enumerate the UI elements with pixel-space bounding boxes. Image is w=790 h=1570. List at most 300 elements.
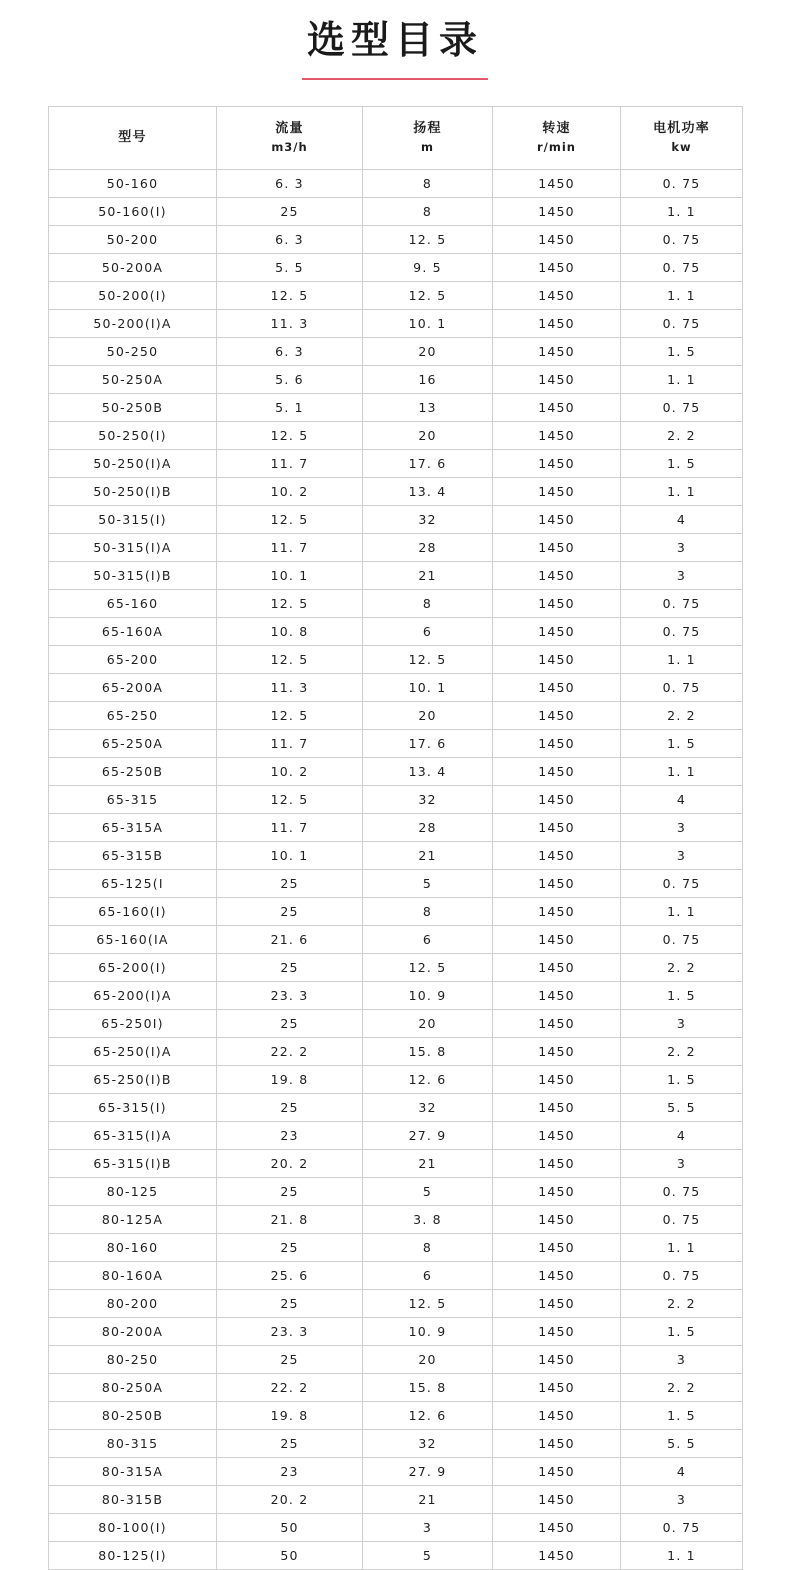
cell-model: 65-315(I)B	[49, 1149, 217, 1177]
cell-model: 50-250(I)B	[49, 477, 217, 505]
cell-speed: 1450	[493, 197, 621, 225]
table-row	[49, 533, 743, 561]
cell-speed: 1450	[493, 1457, 621, 1485]
cell-speed: 1450	[493, 1037, 621, 1065]
cell-power: 0. 75	[621, 1261, 743, 1289]
cell-flow: 12. 5	[217, 281, 363, 309]
cell-head: 12. 5	[363, 953, 493, 981]
cell-model: 50-250B	[49, 393, 217, 421]
cell-speed: 1450	[493, 925, 621, 953]
cell-model: 50-315(I)B	[49, 561, 217, 589]
cell-power: 1. 1	[621, 365, 743, 393]
cell-speed: 1450	[493, 1065, 621, 1093]
cell-model: 80-125	[49, 1177, 217, 1205]
cell-power: 1. 1	[621, 645, 743, 673]
cell-flow: 25. 6	[217, 1261, 363, 1289]
cell-model: 65-250	[49, 701, 217, 729]
cell-flow: 12. 5	[217, 505, 363, 533]
cell-flow: 11. 7	[217, 533, 363, 561]
cell-flow: 6. 3	[217, 337, 363, 365]
cell-power: 3	[621, 533, 743, 561]
table-row	[49, 673, 743, 701]
cell-flow: 22. 2	[217, 1373, 363, 1401]
table-row	[49, 1009, 743, 1037]
cell-head: 6	[363, 617, 493, 645]
cell-flow: 25	[217, 1289, 363, 1317]
table-row	[49, 449, 743, 477]
cell-power: 2. 2	[621, 421, 743, 449]
cell-model: 50-200	[49, 225, 217, 253]
cell-model: 80-125(I)	[49, 1541, 217, 1569]
cell-head: 27. 9	[363, 1121, 493, 1149]
cell-head: 3. 8	[363, 1205, 493, 1233]
column-header-speed-label: 转速	[542, 120, 571, 136]
table-row	[49, 309, 743, 337]
cell-model: 80-160A	[49, 1261, 217, 1289]
cell-model: 65-160(I)	[49, 897, 217, 925]
cell-head: 5	[363, 1541, 493, 1569]
cell-speed: 1450	[493, 281, 621, 309]
cell-flow: 19. 8	[217, 1401, 363, 1429]
cell-power: 1. 5	[621, 449, 743, 477]
cell-head: 12. 6	[363, 1401, 493, 1429]
table-row	[49, 1093, 743, 1121]
cell-power: 1. 1	[621, 757, 743, 785]
cell-flow: 10. 1	[217, 841, 363, 869]
cell-head: 6	[363, 925, 493, 953]
cell-flow: 23	[217, 1457, 363, 1485]
cell-model: 65-315	[49, 785, 217, 813]
cell-flow: 23. 3	[217, 981, 363, 1009]
cell-power: 3	[621, 841, 743, 869]
table-row	[49, 1429, 743, 1457]
table-row	[49, 393, 743, 421]
cell-head: 21	[363, 561, 493, 589]
cell-head: 20	[363, 1009, 493, 1037]
cell-model: 50-250(I)A	[49, 449, 217, 477]
cell-flow: 11. 3	[217, 309, 363, 337]
cell-head: 20	[363, 337, 493, 365]
cell-speed: 1450	[493, 505, 621, 533]
cell-head: 12. 5	[363, 281, 493, 309]
cell-speed: 1450	[493, 617, 621, 645]
cell-power: 3	[621, 1345, 743, 1373]
cell-flow: 25	[217, 197, 363, 225]
cell-power: 2. 2	[621, 1037, 743, 1065]
cell-power: 2. 2	[621, 701, 743, 729]
cell-speed: 1450	[493, 897, 621, 925]
cell-head: 21	[363, 1149, 493, 1177]
table-row	[49, 953, 743, 981]
table-row	[49, 1513, 743, 1541]
table-row	[49, 841, 743, 869]
cell-flow: 12. 5	[217, 645, 363, 673]
cell-power: 1. 1	[621, 281, 743, 309]
cell-head: 15. 8	[363, 1037, 493, 1065]
cell-model: 80-315	[49, 1429, 217, 1457]
cell-power: 3	[621, 561, 743, 589]
table-row	[49, 1289, 743, 1317]
cell-speed: 1450	[493, 1009, 621, 1037]
table-row	[49, 337, 743, 365]
cell-speed: 1450	[493, 785, 621, 813]
cell-head: 28	[363, 533, 493, 561]
cell-flow: 12. 5	[217, 589, 363, 617]
cell-power: 1. 1	[621, 897, 743, 925]
cell-head: 32	[363, 1093, 493, 1121]
table-row	[49, 785, 743, 813]
cell-head: 20	[363, 421, 493, 449]
cell-model: 50-250(I)	[49, 421, 217, 449]
cell-head: 32	[363, 785, 493, 813]
cell-model: 65-160A	[49, 617, 217, 645]
cell-model: 50-250A	[49, 365, 217, 393]
cell-flow: 25	[217, 1009, 363, 1037]
cell-speed: 1450	[493, 1317, 621, 1345]
cell-head: 5	[363, 1177, 493, 1205]
cell-power: 3	[621, 1009, 743, 1037]
cell-power: 1. 5	[621, 729, 743, 757]
cell-model: 65-315B	[49, 841, 217, 869]
cell-speed: 1450	[493, 1373, 621, 1401]
cell-flow: 10. 1	[217, 561, 363, 589]
table-row	[49, 197, 743, 225]
cell-power: 0. 75	[621, 589, 743, 617]
cell-power: 1. 1	[621, 1541, 743, 1569]
cell-power: 0. 75	[621, 617, 743, 645]
cell-flow: 6. 3	[217, 169, 363, 197]
cell-head: 15. 8	[363, 1373, 493, 1401]
cell-speed: 1450	[493, 337, 621, 365]
cell-flow: 25	[217, 1233, 363, 1261]
cell-model: 65-315(I)A	[49, 1121, 217, 1149]
table-row	[49, 253, 743, 281]
cell-flow: 5. 5	[217, 253, 363, 281]
cell-power: 0. 75	[621, 169, 743, 197]
cell-head: 27. 9	[363, 1457, 493, 1485]
cell-head: 21	[363, 841, 493, 869]
cell-model: 65-125(I	[49, 869, 217, 897]
cell-flow: 11. 7	[217, 813, 363, 841]
cell-speed: 1450	[493, 813, 621, 841]
cell-head: 10. 1	[363, 673, 493, 701]
cell-model: 80-160	[49, 1233, 217, 1261]
table-row	[49, 1065, 743, 1093]
cell-model: 50-160	[49, 169, 217, 197]
cell-head: 6	[363, 1261, 493, 1289]
table-row	[49, 225, 743, 253]
cell-head: 8	[363, 897, 493, 925]
cell-head: 16	[363, 365, 493, 393]
cell-power: 1. 5	[621, 337, 743, 365]
table-row	[49, 981, 743, 1009]
cell-head: 17. 6	[363, 729, 493, 757]
cell-flow: 25	[217, 1093, 363, 1121]
cell-head: 10. 1	[363, 309, 493, 337]
cell-model: 80-200	[49, 1289, 217, 1317]
cell-power: 4	[621, 1457, 743, 1485]
cell-speed: 1450	[493, 1541, 621, 1569]
cell-power: 4	[621, 785, 743, 813]
cell-power: 4	[621, 505, 743, 533]
cell-model: 50-250	[49, 337, 217, 365]
cell-model: 80-250A	[49, 1373, 217, 1401]
cell-power: 2. 2	[621, 1289, 743, 1317]
cell-speed: 1450	[493, 449, 621, 477]
cell-model: 50-200(I)A	[49, 309, 217, 337]
table-row	[49, 1317, 743, 1345]
cell-speed: 1450	[493, 421, 621, 449]
table-row	[49, 477, 743, 505]
cell-flow: 5. 1	[217, 393, 363, 421]
table-row	[49, 1205, 743, 1233]
table-row	[49, 169, 743, 197]
cell-head: 9. 5	[363, 253, 493, 281]
cell-flow: 11. 3	[217, 673, 363, 701]
cell-speed: 1450	[493, 1205, 621, 1233]
cell-power: 0. 75	[621, 253, 743, 281]
table-row	[49, 1485, 743, 1513]
cell-speed: 1450	[493, 1401, 621, 1429]
column-header-flow-unit: m3/h	[271, 139, 308, 154]
cell-flow: 25	[217, 1429, 363, 1457]
cell-model: 50-200(I)	[49, 281, 217, 309]
cell-model: 65-250A	[49, 729, 217, 757]
cell-power: 2. 2	[621, 953, 743, 981]
table-row	[49, 1233, 743, 1261]
title-block	[0, 0, 790, 80]
cell-speed: 1450	[493, 981, 621, 1009]
cell-power: 0. 75	[621, 869, 743, 897]
cell-speed: 1450	[493, 1485, 621, 1513]
table-row	[49, 589, 743, 617]
table-row	[49, 1261, 743, 1289]
cell-model: 65-160(IA	[49, 925, 217, 953]
cell-speed: 1450	[493, 1345, 621, 1373]
cell-speed: 1450	[493, 1513, 621, 1541]
cell-speed: 1450	[493, 757, 621, 785]
cell-speed: 1450	[493, 225, 621, 253]
cell-speed: 1450	[493, 841, 621, 869]
cell-flow: 25	[217, 1177, 363, 1205]
cell-flow: 10. 2	[217, 757, 363, 785]
cell-head: 3	[363, 1513, 493, 1541]
table-row	[49, 365, 743, 393]
table-row	[49, 505, 743, 533]
cell-head: 20	[363, 1345, 493, 1373]
cell-head: 12. 5	[363, 645, 493, 673]
cell-speed: 1450	[493, 169, 621, 197]
cell-speed: 1450	[493, 561, 621, 589]
cell-head: 10. 9	[363, 981, 493, 1009]
table-row	[49, 701, 743, 729]
cell-head: 8	[363, 169, 493, 197]
cell-model: 80-250	[49, 1345, 217, 1373]
table-row	[49, 1121, 743, 1149]
table-row	[49, 1401, 743, 1429]
cell-model: 50-315(I)A	[49, 533, 217, 561]
cell-speed: 1450	[493, 869, 621, 897]
cell-power: 2. 2	[621, 1373, 743, 1401]
cell-flow: 21. 6	[217, 925, 363, 953]
table-row	[49, 869, 743, 897]
cell-speed: 1450	[493, 477, 621, 505]
table-row	[49, 813, 743, 841]
cell-model: 65-250(I)B	[49, 1065, 217, 1093]
table-row	[49, 1149, 743, 1177]
table-header	[49, 106, 743, 169]
cell-power: 1. 1	[621, 1233, 743, 1261]
table-row	[49, 729, 743, 757]
cell-power: 0. 75	[621, 1513, 743, 1541]
cell-model: 65-315(I)	[49, 1093, 217, 1121]
cell-power: 1. 5	[621, 1317, 743, 1345]
cell-power: 0. 75	[621, 309, 743, 337]
cell-power: 1. 5	[621, 1065, 743, 1093]
table-header-row	[49, 106, 743, 169]
cell-flow: 50	[217, 1513, 363, 1541]
column-header-power	[621, 106, 743, 169]
cell-flow: 25	[217, 1345, 363, 1373]
column-header-speed	[493, 106, 621, 169]
cell-speed: 1450	[493, 365, 621, 393]
cell-power: 0. 75	[621, 225, 743, 253]
cell-head: 12. 5	[363, 225, 493, 253]
cell-flow: 6. 3	[217, 225, 363, 253]
cell-model: 65-200(I)A	[49, 981, 217, 1009]
cell-speed: 1450	[493, 701, 621, 729]
cell-model: 65-250B	[49, 757, 217, 785]
cell-model: 80-100(I)	[49, 1513, 217, 1541]
cell-flow: 25	[217, 953, 363, 981]
cell-speed: 1450	[493, 645, 621, 673]
cell-model: 80-250B	[49, 1401, 217, 1429]
cell-model: 80-200A	[49, 1317, 217, 1345]
table-row	[49, 281, 743, 309]
cell-speed: 1450	[493, 533, 621, 561]
cell-flow: 10. 2	[217, 477, 363, 505]
cell-head: 8	[363, 197, 493, 225]
column-header-power-label: 电机功率	[653, 120, 710, 136]
cell-speed: 1450	[493, 1149, 621, 1177]
cell-flow: 11. 7	[217, 449, 363, 477]
column-header-power-unit: kw	[671, 139, 692, 154]
column-header-model	[49, 106, 217, 169]
cell-flow: 21. 8	[217, 1205, 363, 1233]
cell-power: 0. 75	[621, 1177, 743, 1205]
cell-speed: 1450	[493, 589, 621, 617]
cell-flow: 5. 6	[217, 365, 363, 393]
cell-speed: 1450	[493, 953, 621, 981]
table-row	[49, 645, 743, 673]
cell-head: 32	[363, 505, 493, 533]
cell-speed: 1450	[493, 1093, 621, 1121]
cell-speed: 1450	[493, 1261, 621, 1289]
cell-speed: 1450	[493, 393, 621, 421]
cell-head: 13. 4	[363, 757, 493, 785]
cell-flow: 12. 5	[217, 785, 363, 813]
cell-power: 0. 75	[621, 393, 743, 421]
cell-power: 1. 5	[621, 981, 743, 1009]
cell-speed: 1450	[493, 1429, 621, 1457]
table-row	[49, 925, 743, 953]
cell-speed: 1450	[493, 1121, 621, 1149]
spec-table	[48, 106, 743, 1570]
cell-flow: 50	[217, 1541, 363, 1569]
cell-flow: 23	[217, 1121, 363, 1149]
cell-head: 8	[363, 1233, 493, 1261]
cell-power: 0. 75	[621, 925, 743, 953]
cell-speed: 1450	[493, 729, 621, 757]
cell-power: 0. 75	[621, 1205, 743, 1233]
column-header-speed-unit: r/min	[537, 139, 576, 154]
cell-speed: 1450	[493, 1233, 621, 1261]
cell-flow: 23. 3	[217, 1317, 363, 1345]
page-title: 选型目录	[306, 18, 483, 62]
cell-head: 13	[363, 393, 493, 421]
table-row	[49, 1373, 743, 1401]
cell-head: 17. 6	[363, 449, 493, 477]
cell-model: 50-200A	[49, 253, 217, 281]
table-row	[49, 897, 743, 925]
column-header-model-label: 型号	[118, 129, 147, 145]
cell-model: 65-315A	[49, 813, 217, 841]
cell-head: 21	[363, 1485, 493, 1513]
cell-model: 80-315A	[49, 1457, 217, 1485]
cell-flow: 25	[217, 897, 363, 925]
cell-power: 3	[621, 813, 743, 841]
spec-table-wrapper	[0, 80, 790, 1570]
cell-power: 1. 1	[621, 197, 743, 225]
cell-power: 3	[621, 1485, 743, 1513]
cell-model: 50-160(I)	[49, 197, 217, 225]
column-header-flow-label: 流量	[275, 120, 304, 136]
cell-model: 80-125A	[49, 1205, 217, 1233]
cell-flow: 20. 2	[217, 1485, 363, 1513]
column-header-head-unit: m	[421, 139, 434, 154]
cell-head: 28	[363, 813, 493, 841]
cell-power: 1. 1	[621, 477, 743, 505]
table-row	[49, 1457, 743, 1485]
cell-head: 12. 6	[363, 1065, 493, 1093]
cell-speed: 1450	[493, 309, 621, 337]
table-row	[49, 421, 743, 449]
cell-flow: 12. 5	[217, 421, 363, 449]
table-body	[49, 169, 743, 1569]
cell-flow: 22. 2	[217, 1037, 363, 1065]
cell-model: 65-200(I)	[49, 953, 217, 981]
table-row	[49, 617, 743, 645]
table-row	[49, 1177, 743, 1205]
cell-power: 0. 75	[621, 673, 743, 701]
cell-flow: 19. 8	[217, 1065, 363, 1093]
cell-flow: 11. 7	[217, 729, 363, 757]
cell-model: 65-160	[49, 589, 217, 617]
cell-head: 10. 9	[363, 1317, 493, 1345]
cell-speed: 1450	[493, 253, 621, 281]
cell-head: 12. 5	[363, 1289, 493, 1317]
cell-model: 65-250I)	[49, 1009, 217, 1037]
column-header-head	[363, 106, 493, 169]
cell-power: 3	[621, 1149, 743, 1177]
cell-power: 4	[621, 1121, 743, 1149]
cell-head: 32	[363, 1429, 493, 1457]
cell-model: 65-250(I)A	[49, 1037, 217, 1065]
cell-power: 5. 5	[621, 1429, 743, 1457]
table-row	[49, 561, 743, 589]
table-row	[49, 1345, 743, 1373]
cell-flow: 25	[217, 869, 363, 897]
